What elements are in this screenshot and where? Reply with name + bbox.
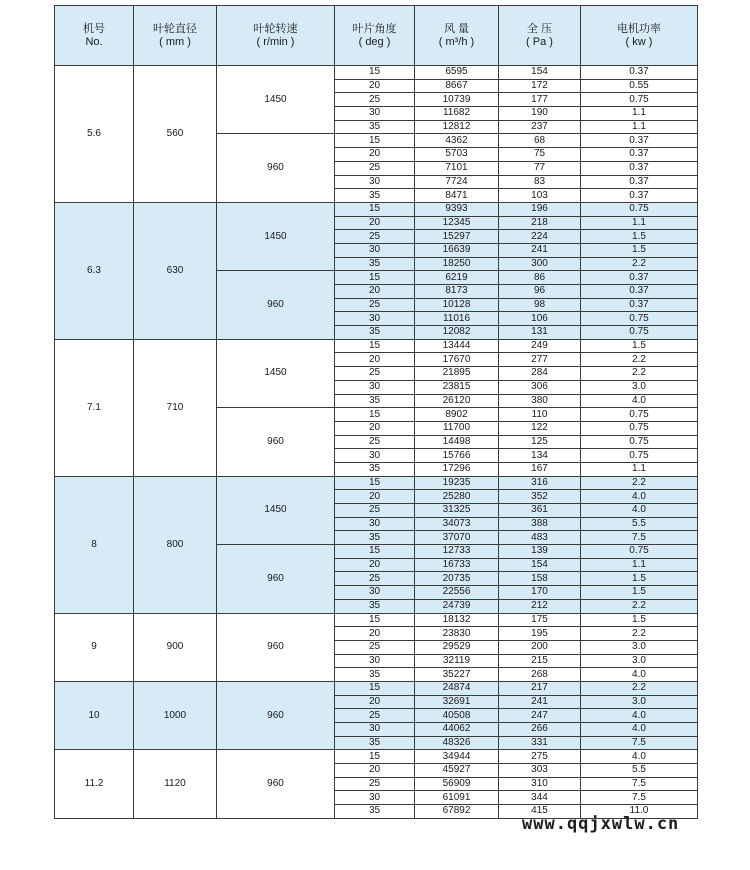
motor-power-cell: 3.0 — [581, 654, 698, 668]
fan-spec-table — [54, 5, 698, 819]
motor-power-cell: 0.75 — [581, 421, 698, 435]
speed-cell: 960 — [217, 545, 335, 613]
diameter-cell: 1120 — [134, 750, 217, 818]
model-no-cell: 10 — [55, 681, 134, 749]
blade-angle-cell: 25 — [335, 640, 415, 654]
air-volume-cell: 10739 — [415, 93, 499, 107]
motor-power-cell: 1.5 — [581, 230, 698, 244]
total-pressure-cell: 172 — [499, 79, 581, 93]
motor-power-cell: 0.37 — [581, 298, 698, 312]
total-pressure-cell: 300 — [499, 257, 581, 271]
model-no-cell: 6.3 — [55, 202, 134, 339]
total-pressure-cell: 96 — [499, 285, 581, 299]
total-pressure-cell: 361 — [499, 504, 581, 518]
blade-angle-cell: 20 — [335, 627, 415, 641]
total-pressure-cell: 483 — [499, 531, 581, 545]
blade-angle-cell: 15 — [335, 339, 415, 353]
speed-cell: 960 — [217, 750, 335, 818]
motor-power-cell: 2.2 — [581, 367, 698, 381]
air-volume-cell: 40508 — [415, 709, 499, 723]
blade-angle-cell: 30 — [335, 517, 415, 531]
air-volume-cell: 11682 — [415, 107, 499, 121]
speed-cell: 960 — [217, 681, 335, 749]
total-pressure-cell: 86 — [499, 271, 581, 285]
blade-angle-cell: 30 — [335, 449, 415, 463]
motor-power-cell: 0.37 — [581, 148, 698, 162]
total-pressure-cell: 154 — [499, 66, 581, 80]
blade-angle-cell: 30 — [335, 380, 415, 394]
speed-cell: 1450 — [217, 66, 335, 134]
blade-angle-cell: 35 — [335, 805, 415, 819]
air-volume-cell: 18132 — [415, 613, 499, 627]
total-pressure-cell: 275 — [499, 750, 581, 764]
total-pressure-cell: 249 — [499, 339, 581, 353]
table-row — [55, 750, 698, 764]
motor-power-cell: 2.2 — [581, 681, 698, 695]
total-pressure-cell: 154 — [499, 558, 581, 572]
blade-angle-cell: 15 — [335, 202, 415, 216]
air-volume-cell: 32691 — [415, 695, 499, 709]
blade-angle-cell: 15 — [335, 408, 415, 422]
diameter-cell: 800 — [134, 476, 217, 613]
motor-power-cell: 0.37 — [581, 161, 698, 175]
motor-power-cell: 4.0 — [581, 490, 698, 504]
total-pressure-cell: 106 — [499, 312, 581, 326]
total-pressure-cell: 175 — [499, 613, 581, 627]
air-volume-cell: 67892 — [415, 805, 499, 819]
motor-power-cell: 1.5 — [581, 572, 698, 586]
motor-power-cell: 0.75 — [581, 408, 698, 422]
header-motor-power: 电机功率 ( kw ) — [581, 6, 698, 66]
motor-power-cell: 3.0 — [581, 640, 698, 654]
speed-cell: 960 — [217, 613, 335, 681]
air-volume-cell: 15766 — [415, 449, 499, 463]
total-pressure-cell: 139 — [499, 545, 581, 559]
motor-power-cell: 2.2 — [581, 599, 698, 613]
motor-power-cell: 5.5 — [581, 517, 698, 531]
blade-angle-cell: 20 — [335, 79, 415, 93]
blade-angle-cell: 30 — [335, 586, 415, 600]
motor-power-cell: 1.1 — [581, 462, 698, 476]
blade-angle-cell: 30 — [335, 723, 415, 737]
motor-power-cell: 7.5 — [581, 531, 698, 545]
motor-power-cell: 3.0 — [581, 380, 698, 394]
air-volume-cell: 10128 — [415, 298, 499, 312]
motor-power-cell: 0.75 — [581, 326, 698, 340]
total-pressure-cell: 218 — [499, 216, 581, 230]
air-volume-cell: 8173 — [415, 285, 499, 299]
motor-power-cell: 1.5 — [581, 613, 698, 627]
motor-power-cell: 7.5 — [581, 791, 698, 805]
air-volume-cell: 4362 — [415, 134, 499, 148]
total-pressure-cell: 217 — [499, 681, 581, 695]
blade-angle-cell: 20 — [335, 148, 415, 162]
air-volume-cell: 24739 — [415, 599, 499, 613]
motor-power-cell: 3.0 — [581, 695, 698, 709]
blade-angle-cell: 15 — [335, 476, 415, 490]
blade-angle-cell: 30 — [335, 654, 415, 668]
speed-cell: 960 — [217, 271, 335, 339]
motor-power-cell: 0.75 — [581, 202, 698, 216]
air-volume-cell: 16639 — [415, 243, 499, 257]
total-pressure-cell: 75 — [499, 148, 581, 162]
total-pressure-cell: 277 — [499, 353, 581, 367]
air-volume-cell: 11016 — [415, 312, 499, 326]
blade-angle-cell: 25 — [335, 435, 415, 449]
total-pressure-cell: 200 — [499, 640, 581, 654]
air-volume-cell: 45927 — [415, 764, 499, 778]
blade-angle-cell: 20 — [335, 764, 415, 778]
air-volume-cell: 12733 — [415, 545, 499, 559]
diameter-cell: 630 — [134, 202, 217, 339]
blade-angle-cell: 25 — [335, 572, 415, 586]
air-volume-cell: 24874 — [415, 681, 499, 695]
total-pressure-cell: 268 — [499, 668, 581, 682]
header-impeller-speed: 叶轮转速 ( r/min ) — [217, 6, 335, 66]
blade-angle-cell: 30 — [335, 791, 415, 805]
air-volume-cell: 25280 — [415, 490, 499, 504]
air-volume-cell: 11700 — [415, 421, 499, 435]
total-pressure-cell: 241 — [499, 243, 581, 257]
blade-angle-cell: 15 — [335, 134, 415, 148]
blade-angle-cell: 35 — [335, 599, 415, 613]
motor-power-cell: 0.37 — [581, 189, 698, 203]
blade-angle-cell: 20 — [335, 421, 415, 435]
air-volume-cell: 20735 — [415, 572, 499, 586]
total-pressure-cell: 177 — [499, 93, 581, 107]
air-volume-cell: 12082 — [415, 326, 499, 340]
blade-angle-cell: 30 — [335, 243, 415, 257]
motor-power-cell: 4.0 — [581, 668, 698, 682]
model-no-cell: 7.1 — [55, 339, 134, 476]
site-watermark: www.qqjxwlw.cn — [522, 814, 680, 834]
total-pressure-cell: 266 — [499, 723, 581, 737]
diameter-cell: 1000 — [134, 681, 217, 749]
air-volume-cell: 17296 — [415, 462, 499, 476]
air-volume-cell: 34073 — [415, 517, 499, 531]
total-pressure-cell: 237 — [499, 120, 581, 134]
air-volume-cell: 26120 — [415, 394, 499, 408]
total-pressure-cell: 68 — [499, 134, 581, 148]
motor-power-cell: 0.75 — [581, 435, 698, 449]
air-volume-cell: 31325 — [415, 504, 499, 518]
blade-angle-cell: 15 — [335, 681, 415, 695]
total-pressure-cell: 284 — [499, 367, 581, 381]
blade-angle-cell: 30 — [335, 175, 415, 189]
total-pressure-cell: 215 — [499, 654, 581, 668]
air-volume-cell: 17670 — [415, 353, 499, 367]
air-volume-cell: 23815 — [415, 380, 499, 394]
blade-angle-cell: 35 — [335, 394, 415, 408]
model-no-cell: 8 — [55, 476, 134, 613]
diameter-cell: 560 — [134, 66, 217, 203]
total-pressure-cell: 388 — [499, 517, 581, 531]
speed-cell: 960 — [217, 134, 335, 202]
total-pressure-cell: 196 — [499, 202, 581, 216]
total-pressure-cell: 415 — [499, 805, 581, 819]
total-pressure-cell: 77 — [499, 161, 581, 175]
header-row — [55, 6, 698, 66]
blade-angle-cell: 25 — [335, 230, 415, 244]
header-total-pressure: 全 压 ( Pa ) — [499, 6, 581, 66]
motor-power-cell: 2.2 — [581, 627, 698, 641]
blade-angle-cell: 15 — [335, 613, 415, 627]
motor-power-cell: 2.2 — [581, 257, 698, 271]
header-model-no: 机号 No. — [55, 6, 134, 66]
total-pressure-cell: 167 — [499, 462, 581, 476]
speed-cell: 1450 — [217, 339, 335, 407]
total-pressure-cell: 83 — [499, 175, 581, 189]
air-volume-cell: 13444 — [415, 339, 499, 353]
motor-power-cell: 0.37 — [581, 285, 698, 299]
table-row — [55, 202, 698, 216]
air-volume-cell: 19235 — [415, 476, 499, 490]
motor-power-cell: 0.75 — [581, 545, 698, 559]
table-row — [55, 339, 698, 353]
blade-angle-cell: 20 — [335, 558, 415, 572]
air-volume-cell: 18250 — [415, 257, 499, 271]
header-air-volume: 风 量 ( m³/h ) — [415, 6, 499, 66]
speed-cell: 1450 — [217, 476, 335, 544]
air-volume-cell: 8667 — [415, 79, 499, 93]
blade-angle-cell: 15 — [335, 271, 415, 285]
total-pressure-cell: 316 — [499, 476, 581, 490]
blade-angle-cell: 15 — [335, 66, 415, 80]
model-no-cell: 5.6 — [55, 66, 134, 203]
air-volume-cell: 22556 — [415, 586, 499, 600]
total-pressure-cell: 131 — [499, 326, 581, 340]
air-volume-cell: 56909 — [415, 777, 499, 791]
air-volume-cell: 37070 — [415, 531, 499, 545]
header-blade-angle: 叶片角度 ( deg ) — [335, 6, 415, 66]
motor-power-cell: 4.0 — [581, 750, 698, 764]
air-volume-cell: 12345 — [415, 216, 499, 230]
motor-power-cell: 1.1 — [581, 120, 698, 134]
table-row — [55, 613, 698, 627]
air-volume-cell: 32119 — [415, 654, 499, 668]
speed-cell: 960 — [217, 408, 335, 476]
motor-power-cell: 4.0 — [581, 723, 698, 737]
blade-angle-cell: 20 — [335, 353, 415, 367]
air-volume-cell: 34944 — [415, 750, 499, 764]
blade-angle-cell: 35 — [335, 736, 415, 750]
air-volume-cell: 23830 — [415, 627, 499, 641]
total-pressure-cell: 125 — [499, 435, 581, 449]
table-row — [55, 476, 698, 490]
total-pressure-cell: 303 — [499, 764, 581, 778]
total-pressure-cell: 110 — [499, 408, 581, 422]
total-pressure-cell: 331 — [499, 736, 581, 750]
total-pressure-cell: 344 — [499, 791, 581, 805]
total-pressure-cell: 103 — [499, 189, 581, 203]
motor-power-cell: 7.5 — [581, 777, 698, 791]
total-pressure-cell: 190 — [499, 107, 581, 121]
motor-power-cell: 1.5 — [581, 243, 698, 257]
motor-power-cell: 0.37 — [581, 134, 698, 148]
motor-power-cell: 0.75 — [581, 312, 698, 326]
blade-angle-cell: 20 — [335, 490, 415, 504]
motor-power-cell: 0.75 — [581, 449, 698, 463]
motor-power-cell: 1.1 — [581, 216, 698, 230]
air-volume-cell: 8471 — [415, 189, 499, 203]
blade-angle-cell: 15 — [335, 545, 415, 559]
blade-angle-cell: 25 — [335, 93, 415, 107]
air-volume-cell: 6595 — [415, 66, 499, 80]
blade-angle-cell: 20 — [335, 695, 415, 709]
air-volume-cell: 8902 — [415, 408, 499, 422]
model-no-cell: 11.2 — [55, 750, 134, 818]
total-pressure-cell: 310 — [499, 777, 581, 791]
blade-angle-cell: 25 — [335, 161, 415, 175]
motor-power-cell: 2.2 — [581, 476, 698, 490]
motor-power-cell: 1.1 — [581, 107, 698, 121]
air-volume-cell: 9393 — [415, 202, 499, 216]
motor-power-cell: 1.1 — [581, 558, 698, 572]
motor-power-cell: 0.37 — [581, 175, 698, 189]
blade-angle-cell: 35 — [335, 257, 415, 271]
blade-angle-cell: 25 — [335, 504, 415, 518]
air-volume-cell: 6219 — [415, 271, 499, 285]
air-volume-cell: 7101 — [415, 161, 499, 175]
motor-power-cell: 0.37 — [581, 271, 698, 285]
air-volume-cell: 44062 — [415, 723, 499, 737]
table-row — [55, 681, 698, 695]
blade-angle-cell: 35 — [335, 326, 415, 340]
air-volume-cell: 21895 — [415, 367, 499, 381]
total-pressure-cell: 122 — [499, 421, 581, 435]
air-volume-cell: 7724 — [415, 175, 499, 189]
blade-angle-cell: 15 — [335, 750, 415, 764]
motor-power-cell: 0.75 — [581, 93, 698, 107]
motor-power-cell: 7.5 — [581, 736, 698, 750]
total-pressure-cell: 247 — [499, 709, 581, 723]
air-volume-cell: 48326 — [415, 736, 499, 750]
blade-angle-cell: 35 — [335, 120, 415, 134]
motor-power-cell: 2.2 — [581, 353, 698, 367]
diameter-cell: 710 — [134, 339, 217, 476]
blade-angle-cell: 20 — [335, 216, 415, 230]
total-pressure-cell: 380 — [499, 394, 581, 408]
total-pressure-cell: 352 — [499, 490, 581, 504]
total-pressure-cell: 241 — [499, 695, 581, 709]
table-row — [55, 66, 698, 80]
air-volume-cell: 15297 — [415, 230, 499, 244]
motor-power-cell: 4.0 — [581, 504, 698, 518]
motor-power-cell: 1.5 — [581, 586, 698, 600]
blade-angle-cell: 35 — [335, 189, 415, 203]
motor-power-cell: 5.5 — [581, 764, 698, 778]
motor-power-cell: 11.0 — [581, 805, 698, 819]
air-volume-cell: 16733 — [415, 558, 499, 572]
total-pressure-cell: 306 — [499, 380, 581, 394]
blade-angle-cell: 25 — [335, 777, 415, 791]
air-volume-cell: 12812 — [415, 120, 499, 134]
blade-angle-cell: 30 — [335, 312, 415, 326]
blade-angle-cell: 35 — [335, 531, 415, 545]
air-volume-cell: 14498 — [415, 435, 499, 449]
motor-power-cell: 4.0 — [581, 709, 698, 723]
blade-angle-cell: 30 — [335, 107, 415, 121]
speed-cell: 1450 — [217, 202, 335, 270]
blade-angle-cell: 20 — [335, 285, 415, 299]
total-pressure-cell: 170 — [499, 586, 581, 600]
total-pressure-cell: 98 — [499, 298, 581, 312]
motor-power-cell: 4.0 — [581, 394, 698, 408]
blade-angle-cell: 25 — [335, 298, 415, 312]
total-pressure-cell: 195 — [499, 627, 581, 641]
blade-angle-cell: 25 — [335, 709, 415, 723]
table-body — [55, 66, 698, 819]
blade-angle-cell: 25 — [335, 367, 415, 381]
model-no-cell: 9 — [55, 613, 134, 681]
blade-angle-cell: 35 — [335, 668, 415, 682]
blade-angle-cell: 35 — [335, 462, 415, 476]
air-volume-cell: 29529 — [415, 640, 499, 654]
total-pressure-cell: 134 — [499, 449, 581, 463]
motor-power-cell: 1.5 — [581, 339, 698, 353]
total-pressure-cell: 158 — [499, 572, 581, 586]
total-pressure-cell: 212 — [499, 599, 581, 613]
motor-power-cell: 0.55 — [581, 79, 698, 93]
air-volume-cell: 5703 — [415, 148, 499, 162]
motor-power-cell: 0.37 — [581, 66, 698, 80]
air-volume-cell: 61091 — [415, 791, 499, 805]
total-pressure-cell: 224 — [499, 230, 581, 244]
header-impeller-diameter: 叶轮直径 ( mm ) — [134, 6, 217, 66]
air-volume-cell: 35227 — [415, 668, 499, 682]
diameter-cell: 900 — [134, 613, 217, 681]
